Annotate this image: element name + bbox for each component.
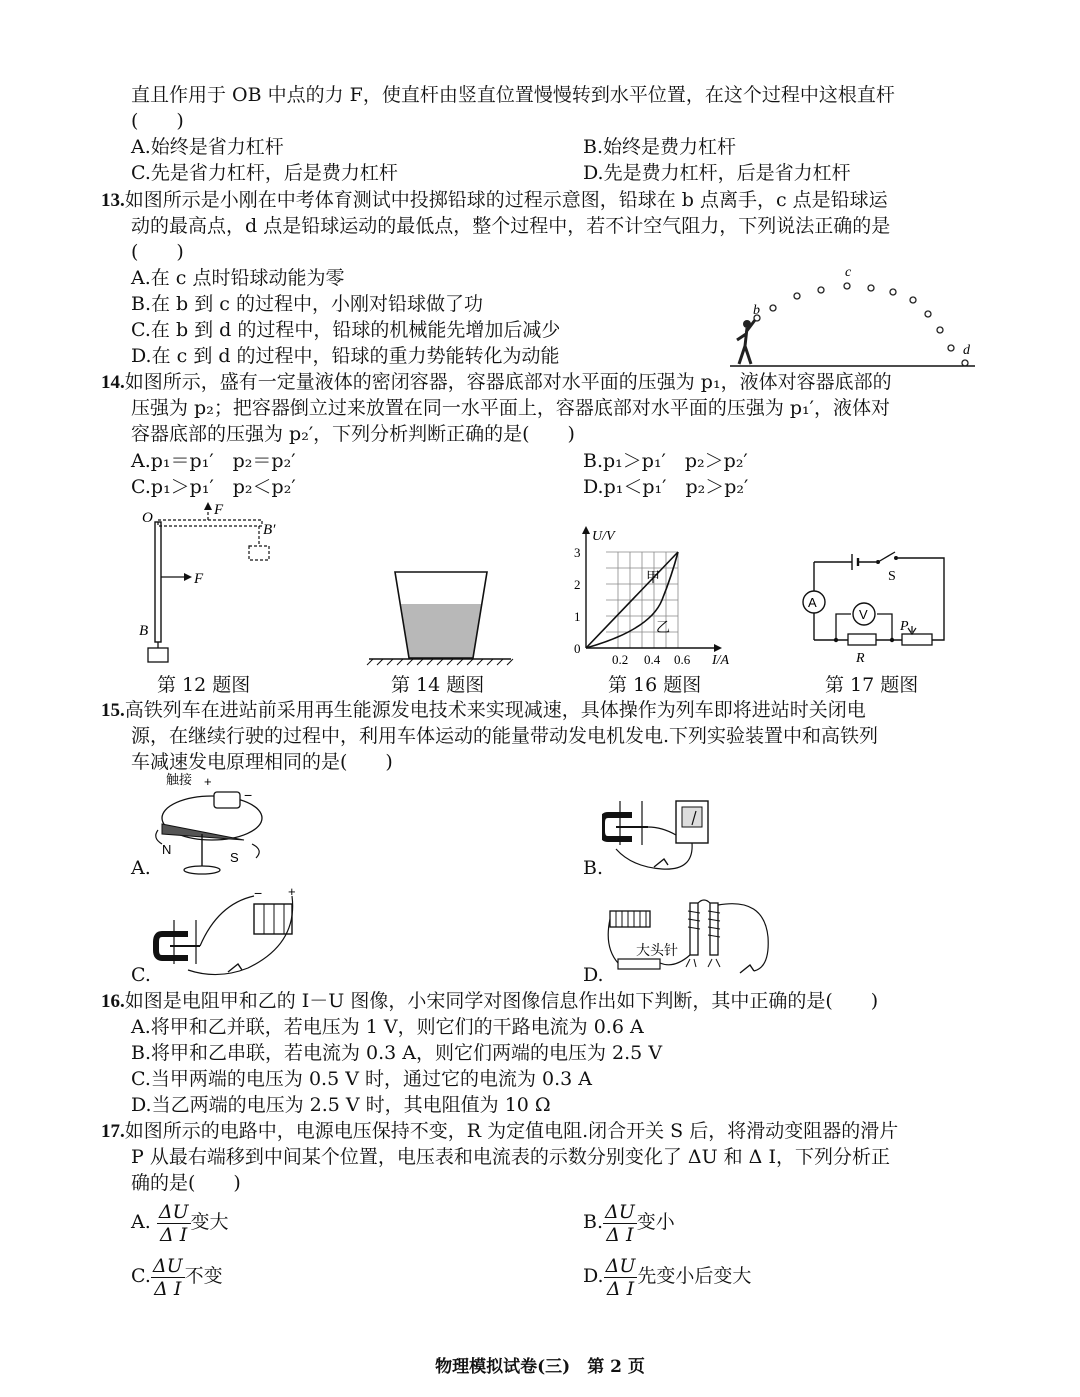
resistor-r xyxy=(848,634,876,645)
q14-line2: 压强为 p₂；把容器倒立过来放置在同一水平面上，容器底部对水平面的压强为 p₁′，液体对 xyxy=(131,397,890,419)
q14-line1: 如图所示，盛有一定量液体的密闭容器，容器底部对水平面的压强为 p₁，液体对容器底部的 xyxy=(124,371,892,393)
q14-stem xyxy=(101,369,892,396)
point-b-label: b xyxy=(753,303,760,318)
q13-option-b: B.在 b 到 c 的过程中，小刚对铅球做了功 xyxy=(131,293,483,315)
y-tick-1: 1 xyxy=(574,609,581,624)
electromagnet-left xyxy=(690,903,698,955)
q15-stem xyxy=(101,697,866,724)
y-tick-0: 0 xyxy=(574,641,581,656)
x-tick-3: 0.6 xyxy=(674,652,691,667)
battery-pack xyxy=(254,904,292,934)
label-minus: − xyxy=(244,787,253,803)
label-south: S xyxy=(230,850,239,865)
q12-option-d: D.先是费力杠杆，后是省力杠杆 xyxy=(583,162,851,184)
q12-option-a: A.始终是省力杠杆 xyxy=(131,136,284,158)
q13-line1: 如图所示是小刚在中考体育测试中投掷铅球的过程示意图，铅球在 b 点离手，c 点是铅球运 xyxy=(124,189,888,211)
figure-17-caption: 第 17 题图 xyxy=(825,674,919,696)
q14-option-a: A.p₁＝p₁′ p₂＝p₂′ xyxy=(131,450,296,472)
q17-option-c-letter: C. xyxy=(131,1265,151,1287)
y-tick-3: 3 xyxy=(574,545,581,560)
switch xyxy=(740,965,754,973)
label-minus: − xyxy=(254,885,263,901)
q17-option-c xyxy=(131,1252,223,1300)
q13-stem xyxy=(101,187,888,214)
q14-line3: 容器底部的压强为 p₂′，下列分析判断正确的是( ) xyxy=(131,423,575,445)
fraction-numerator: ΔU xyxy=(158,1200,189,1223)
q15-option-c: C. xyxy=(131,964,151,986)
label-b: B xyxy=(139,623,149,639)
q17-line2: P 从最右端移到中间某个位置，电压表和电流表的示数分别变化了 ΔU 和 Δ I，下列分析正 xyxy=(131,1146,890,1168)
q12-option-b: B.始终是费力杠杆 xyxy=(583,136,737,158)
q16-option-a: A.将甲和乙并联，若电压为 1 V，则它们的干路电流为 0.6 A xyxy=(131,1016,644,1038)
q17-number: 17. xyxy=(101,1121,125,1142)
figure-12-lever xyxy=(130,500,290,668)
label-o: O xyxy=(142,510,153,526)
point-c-label: c xyxy=(845,265,852,280)
electromagnet-right xyxy=(710,903,718,955)
fraction-denominator: Δ I xyxy=(606,1223,634,1246)
q15-line2: 源，在继续行驶的过程中，利用车体运动的能量带动发电机发电.下列实验装置中和高铁列 xyxy=(131,725,879,747)
weight-block xyxy=(148,648,168,662)
q14-option-c: C.p₁＞p₁′ p₂＜p₂′ xyxy=(131,476,296,498)
label-yi: 乙 xyxy=(656,620,670,636)
q14-option-b: B.p₁＞p₁′ p₂＞p₂′ xyxy=(583,450,748,472)
q17-option-d-letter: D. xyxy=(583,1265,604,1287)
figure-16-caption: 第 16 题图 xyxy=(608,674,702,696)
label-f-top: F xyxy=(214,502,224,518)
q17-stem xyxy=(101,1118,898,1145)
shot-put-figure xyxy=(725,262,980,372)
q15-option-b: B. xyxy=(583,857,604,879)
q15-figure-a xyxy=(148,772,278,880)
rod-horizontal-dashed xyxy=(158,520,262,526)
q17-option-b-letter: B. xyxy=(583,1211,604,1233)
q17-option-b xyxy=(583,1198,675,1246)
rod xyxy=(155,522,161,642)
q13-option-c: C.在 b 到 d 的过程中，铅球的机械能先增加后减少 xyxy=(131,319,561,341)
y-axis-label: U/V xyxy=(592,529,615,544)
switch xyxy=(654,859,668,867)
q13-line2: 动的最高点，d 点是铅球运动的最低点，整个过程中，若不计空气阻力，下列说法正确的是 xyxy=(131,215,891,237)
q15-figure-c xyxy=(148,884,298,984)
compass-needle xyxy=(162,824,244,840)
delta-u-over-delta-i xyxy=(603,1201,637,1246)
q17-option-a-letter: A. xyxy=(131,1211,151,1233)
q15-number: 15. xyxy=(101,700,125,721)
q13-option-a: A.在 c 点时铅球动能为零 xyxy=(131,267,345,289)
q15-figure-b xyxy=(602,795,722,880)
fraction-denominator: Δ I xyxy=(606,1277,635,1300)
q13-option-d: D.在 c 到 d 的过程中，铅球的重力势能转化为动能 xyxy=(131,345,560,367)
q15-line1: 高铁列车在进站前采用再生能源发电技术来实现减速，具体操作为列车即将进站时关闭电 xyxy=(124,699,866,721)
q15-figure-d xyxy=(604,897,774,983)
q12-option-c: C.先是省力杠杆，后是费力杠杆 xyxy=(131,162,398,184)
q13-number: 13. xyxy=(101,190,125,211)
fraction-numerator: ΔU xyxy=(605,1254,636,1277)
label-jia: 甲 xyxy=(646,570,660,586)
q14-option-d: D.p₁＜p₁′ p₂＞p₂′ xyxy=(583,476,749,498)
point-d-label: d xyxy=(963,343,970,358)
q17-option-c-text: 不变 xyxy=(184,1265,223,1287)
label-b-prime: B′ xyxy=(263,522,276,538)
delta-u-over-delta-i xyxy=(151,1255,185,1300)
figure-14-caption: 第 14 题图 xyxy=(391,674,485,696)
delta-u-over-delta-i xyxy=(157,1201,191,1246)
q17-option-a-text: 变大 xyxy=(190,1211,229,1233)
q16-option-b: B.将甲和乙串联，若电流为 0.3 A，则它们两端的电压为 2.5 V xyxy=(131,1042,663,1064)
delta-u-over-delta-i xyxy=(604,1255,638,1300)
figure-16-iu-graph xyxy=(570,520,745,670)
q15-option-d: D. xyxy=(583,964,604,986)
rheostat xyxy=(902,634,932,645)
label-north: N xyxy=(162,842,172,857)
switch-s xyxy=(878,552,895,562)
q17-line3: 确的是( ) xyxy=(131,1172,241,1194)
figure-17-circuit xyxy=(796,548,951,668)
fraction-numerator: ΔU xyxy=(152,1254,183,1277)
label-p: P xyxy=(900,619,909,634)
label-f-side: F xyxy=(194,571,204,587)
fraction-denominator: Δ I xyxy=(160,1223,188,1246)
q17-option-d-text: 先变小后变大 xyxy=(637,1265,752,1287)
label-voltmeter: V xyxy=(859,607,868,622)
q14-number: 14. xyxy=(101,372,125,393)
battery-cell xyxy=(214,792,240,808)
power-supply xyxy=(618,959,660,969)
label-plus: + xyxy=(204,774,212,789)
x-tick-1: 0.2 xyxy=(612,652,629,667)
y-tick-2: 2 xyxy=(574,577,581,592)
figure-12-caption: 第 12 题图 xyxy=(157,674,251,696)
fraction-numerator: ΔU xyxy=(605,1200,635,1223)
q16-stem xyxy=(101,988,878,1015)
q13-answer-paren: ( ) xyxy=(131,241,184,263)
q16-option-d: D.当乙两端的电压为 2.5 V 时，其电阻值为 10 Ω xyxy=(131,1094,551,1116)
q17-option-b-text: 变小 xyxy=(636,1211,675,1233)
q16-number: 16. xyxy=(101,991,125,1012)
q12-answer-paren: ( ) xyxy=(131,110,184,132)
q17-line1: 如图所示的电路中，电源电压保持不变，R 为定值电阻.闭合开关 S 后，将滑动变阻器的滑片 xyxy=(124,1120,899,1142)
label-r: R xyxy=(856,651,865,666)
page-footer: 物理模拟试卷(三) 第 2 页 xyxy=(435,1357,645,1377)
fraction-denominator: Δ I xyxy=(154,1277,182,1300)
q12-text-line: 直且作用于 OB 中点的力 F，使直杆由竖直位置慢慢转到水平位置，在这个过程中这根直杆 xyxy=(131,84,895,106)
label-plus: + xyxy=(288,884,296,899)
trajectory-dots xyxy=(754,283,968,366)
liquid xyxy=(401,604,481,658)
q15-option-a: A. xyxy=(131,857,151,879)
x-axis-label: I/A xyxy=(712,653,730,668)
label-ammeter: A xyxy=(808,595,817,610)
q16-option-c: C.当甲两端的电压为 0.5 V 时，通过它的电流为 0.3 A xyxy=(131,1068,592,1090)
figure-14-container xyxy=(365,566,515,666)
label-pins: 大头针 xyxy=(636,943,678,959)
label-switch: S xyxy=(888,569,896,584)
x-tick-2: 0.4 xyxy=(644,652,661,667)
q15-line3: 车减速发电原理相同的是( ) xyxy=(131,751,393,773)
q17-option-a xyxy=(131,1198,229,1246)
q16-line1: 如图是电阻甲和乙的 I－U 图像，小宋同学对图像信息作出如下判断，其中正确的是( ) xyxy=(124,990,879,1012)
q17-option-d xyxy=(583,1252,751,1300)
label-touch: 触接 xyxy=(166,773,193,788)
